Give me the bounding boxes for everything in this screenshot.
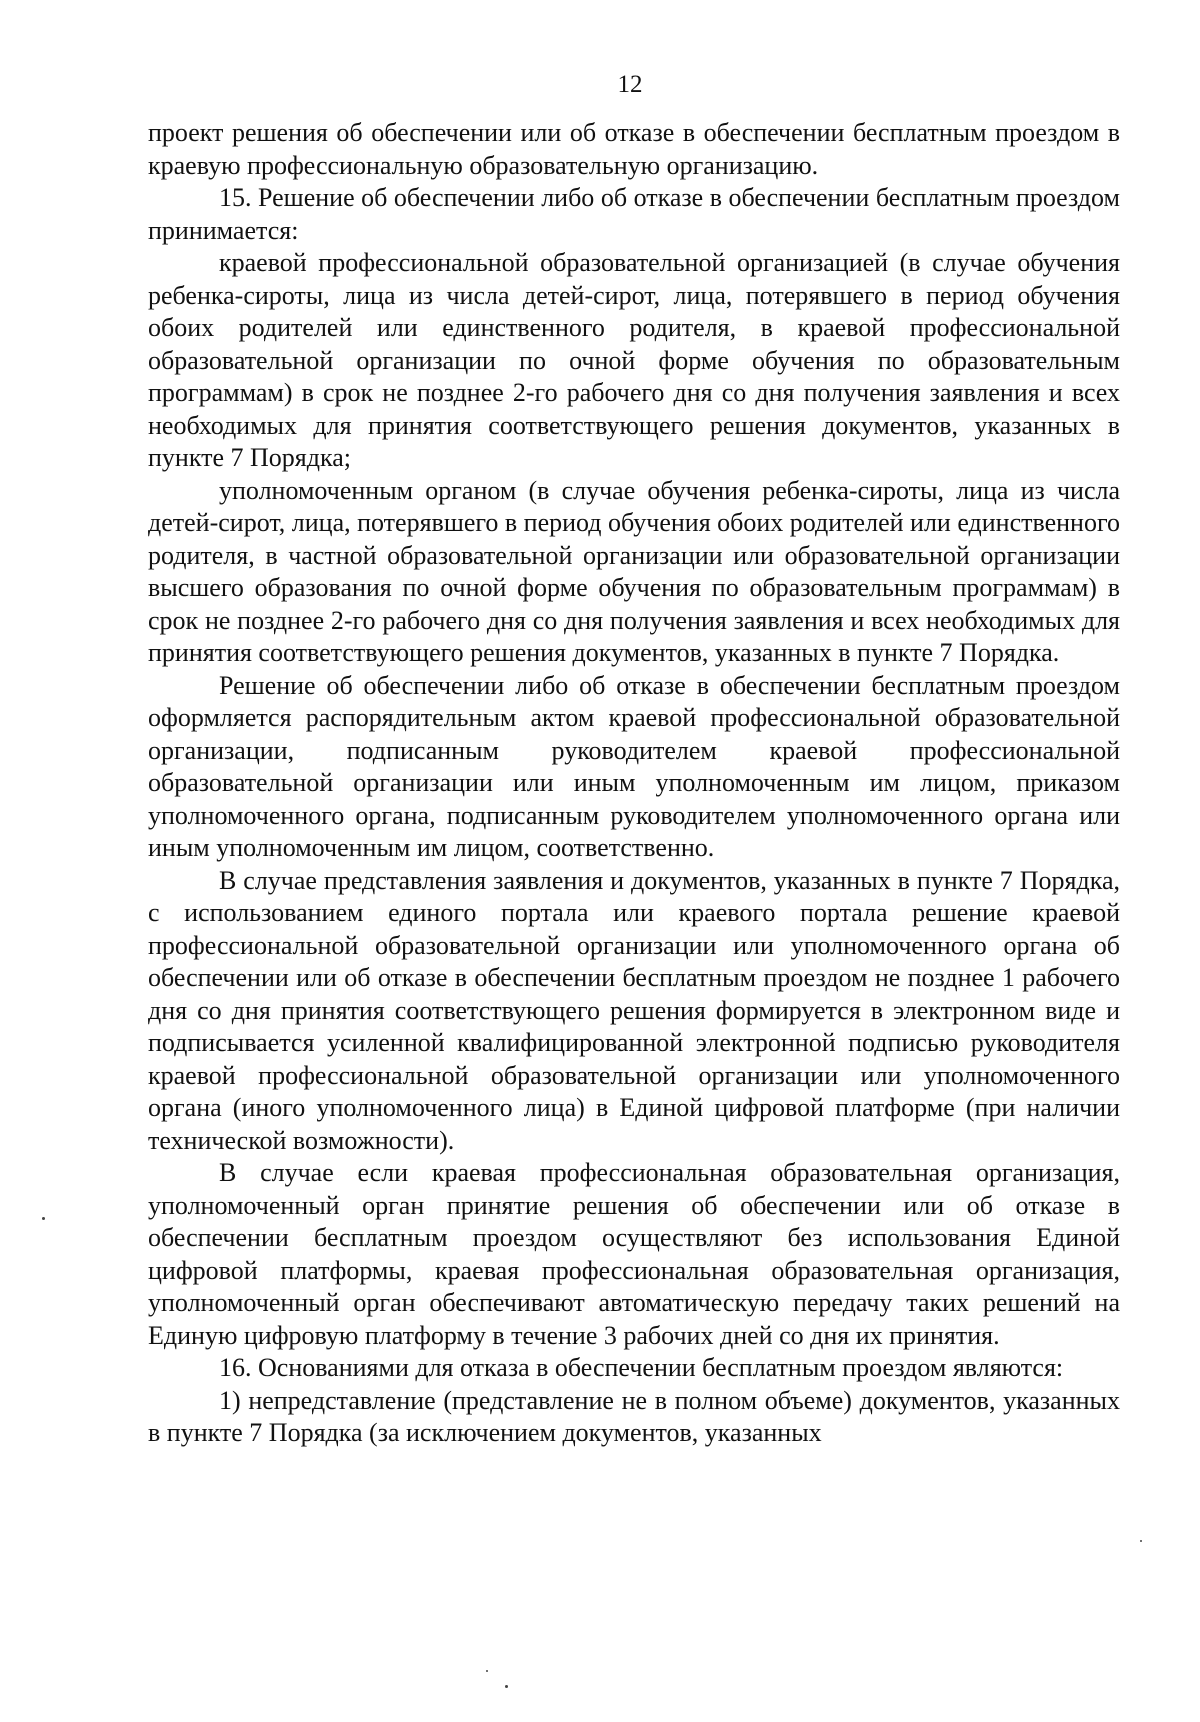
scan-speck: [1140, 1540, 1142, 1542]
paragraph-regional-organization: краевой профессиональной образовательной организацией (в случае обучения ребенка-сироты, лица из числа детей-сирот, лица, потерявшего в период обучения обоих родителей или единственного родителя, в краевой профессиональной образовательной организации по очной форме обучения по образовательным программам) в срок не позднее 2-го рабочего дня со дня получения заявления и всех необходимых для принятия соответствующего решения документов, указанных в пункте 7 Порядка;: [148, 248, 1120, 472]
paragraph-automatic-transfer: В случае если краевая профессиональная образовательная организация, уполномоченный орган принятие решения об обеспечении или об отказе в обеспечении бесплатным проездом осуществляют без использования Единой цифровой платформы, краевая профессиональная образовательная организация, уполномоченный орган обеспечивают автоматическую передачу таких решений на Единую цифровую платформу в течение 3 рабочих дней со дня их принятия.: [148, 1158, 1120, 1350]
paragraph-electronic-decision: В случае представления заявления и документов, указанных в пункте 7 Порядка, с использованием единого портала или краевого портала решение краевой профессиональной образовательной организации или уполномоченного органа об обеспечении или об отказе в обеспечении бесплатным проездом не позднее 1 рабочего дня со дня принятия соответствующего решения формируется в электронном виде и подписывается усиленной квалифицированной электронной подписью руководителя краевой профессиональной образовательной организации или уполномоченного органа (иного уполномоченного лица) в Единой цифровой платформе (при наличии технической возможности).: [148, 865, 1120, 1155]
scan-speck: [486, 1670, 488, 1672]
paragraph-authorized-body: уполномоченным органом (в случае обучения ребенка-сироты, лица из числа детей-сирот, лица, потерявшего в период обучения обоих родителей или единственного родителя, в частной образовательной организации или образовательной организации высшего образования по очной форме обучения по образовательным программам) в срок не позднее 2-го рабочего дня со дня получения заявления и всех необходимых для принятия соответствующего решения документов, указанных в пункте 7 Порядка.: [148, 475, 1120, 667]
scan-speck: [42, 1217, 45, 1220]
document-body: [148, 117, 1120, 1450]
paragraph-continuation: проект решения об обеспечении или об отказе в обеспечении бесплатным проездом в краевую профессиональную образовательную организацию.: [148, 118, 1120, 180]
paragraph-item-16: 16. Основаниями для отказа в обеспечении бесплатным проездом являются:: [219, 1353, 1064, 1382]
page-number: 12: [617, 71, 643, 98]
paragraph-item-15: 15. Решение об обеспечении либо об отказе в обеспечении бесплатным проездом принимается:: [148, 183, 1120, 245]
paragraph-decision-form: Решение об обеспечении либо об отказе в обеспечении бесплатным проездом оформляется распорядительным актом краевой профессиональной образовательной организации, подписанным руководителем краевой профессиональной образовательной организации или иным уполномоченным им лицом, приказом уполномоченного органа, подписанным руководителем уполномоченного органа или иным уполномоченным им лицом, соответственно.: [148, 670, 1120, 862]
paragraph-refusal-ground-1: 1) непредставление (представление не в полном объеме) документов, указанных в пункте 7 Порядка (за исключением документов, указанных: [148, 1385, 1120, 1447]
scan-speck: [505, 1685, 508, 1688]
